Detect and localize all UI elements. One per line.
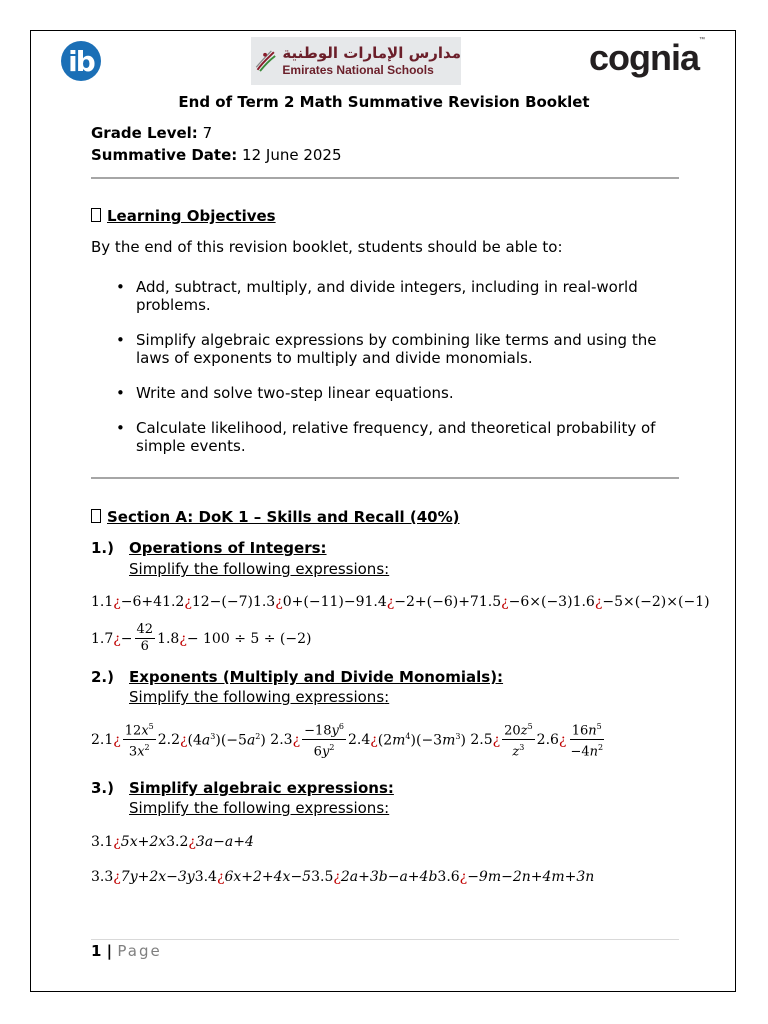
expression: −2+(−6)+7 (394, 594, 479, 610)
ens-arabic-name: مدارس الإمارات الوطنية (282, 44, 461, 62)
symbol: ¿ (113, 594, 121, 610)
cognia-logo (589, 37, 704, 79)
question-2-instruction: Simplify the following expressions: (129, 688, 390, 706)
symbol: ¿ (184, 594, 192, 610)
page-footer: 1 | Page (91, 942, 162, 960)
objectives-list (91, 278, 671, 472)
symbol: ¿ (113, 869, 121, 885)
symbol: ¿ (275, 594, 283, 610)
document-title: End of Term 2 Math Summative Revision Booklet (178, 93, 590, 111)
list-item: • Simplify algebraic expressions by combining like terms and using the laws of exponents to multiply and divide monomials. (91, 331, 671, 367)
ib-logo: ib (61, 41, 101, 81)
q1-expressions-line-2: 1.7 ¿ − $\frac{42}{6}$ 1.8 ¿ − 100 ÷ 5 ÷ (−2) (91, 622, 312, 654)
symbol: ¿ (501, 594, 509, 610)
question-1-heading: 1.) Operations of Integers: (91, 539, 327, 557)
expression: −9m−2n+4m+3n (467, 869, 595, 885)
objectives-intro: By the end of this revision booklet, students should be able to: (91, 238, 563, 256)
question-3-heading: 3.) Simplify algebraic expressions: (91, 779, 394, 797)
date-label: Summative Date: (91, 146, 238, 164)
section-a-heading: Section A: DoK 1 – Skills and Recall (40%) (91, 508, 459, 526)
expression: 12−(−7) (191, 594, 253, 610)
item-label: 3.3 (91, 869, 114, 885)
item-label: 1.6 (572, 594, 595, 610)
ens-english-name: Emirates National Schools (282, 63, 434, 77)
expression: −5×(−2)×(−1) (602, 594, 710, 610)
q2-expressions-line: 2.1 ¿ $\frac{12x^5}{3x^2}$ 2.2 ¿ $(4a^3)(-5a^2)$ 2.3 ¿ $\frac{-18y^6}{6y^2}$ 2.4 ¿ $(2m^4)(-3m^3)$ 2.5 ¿ $\frac{20z^5}{z^3}$ 2.6 ¿ $\frac{16n^5}{-4n^2}$ (91, 719, 607, 761)
divider (91, 477, 679, 479)
symbol: ¿ (333, 869, 341, 885)
item-label: 3.5 (311, 869, 334, 885)
fraction: $\frac{20z^5}{z^3}$ (502, 719, 535, 761)
item-label: 1.1 (91, 594, 114, 610)
question-2-heading: 2.) Exponents (Multiply and Divide Monomials): (91, 668, 504, 686)
q3-expressions-line-2 (91, 869, 594, 885)
symbol: ¿ (216, 869, 225, 885)
list-item: • Calculate likelihood, relative frequency, and theoretical probability of simple events. (91, 419, 671, 455)
symbol: ¿ (594, 594, 603, 610)
symbol: ¿ (459, 869, 468, 885)
item-label: 1.4 (364, 594, 387, 610)
fraction: $\frac{-18y^6}{6y^2}$ (302, 719, 346, 761)
fraction: $\frac{42}{6}$ (136, 622, 154, 654)
fraction: $\frac{16n^5}{-4n^2}$ (568, 719, 605, 761)
q3-expressions-line-1: 3.1 ¿ 5x+2x 3.2 ¿ 3a−a+4 (91, 834, 254, 850)
item-label: 1.2 (162, 594, 185, 610)
symbol: ¿ (386, 594, 395, 610)
missing-glyph-icon (91, 208, 101, 222)
list-item: • Write and solve two-step linear equations. (91, 384, 671, 402)
list-item: • Add, subtract, multiply, and divide integers, including in real-world problems. (91, 278, 671, 314)
item-label: 3.4 (194, 869, 217, 885)
item-label: 3.6 (437, 869, 460, 885)
page-number: 1 (91, 942, 102, 960)
expression: 2a+3b−a+4b (340, 869, 438, 885)
cognia-wordmark: cognia (589, 37, 700, 78)
q1-expressions-line-1 (91, 594, 710, 610)
expression: 0+(−11)−9 (282, 594, 365, 610)
cognia-tm: ™ (699, 37, 705, 43)
grade-level (91, 124, 212, 142)
expression: 7y+2x−3y (120, 869, 195, 885)
item-label: 1.5 (478, 594, 502, 610)
fraction: $\frac{12x^5}{3x^2}$ (123, 719, 156, 761)
footer-divider (91, 939, 679, 940)
date-value: 12 June 2025 (237, 146, 342, 164)
expression: −6+4 (120, 594, 163, 610)
question-1-instruction: Simplify the following expressions: (129, 560, 390, 578)
question-3-instruction: Simplify the following expressions: (129, 799, 390, 817)
missing-glyph-icon (91, 509, 101, 523)
summative-date (91, 146, 342, 164)
divider (91, 177, 679, 179)
grade-label: Grade Level: (91, 124, 198, 142)
objectives-heading: Learning Objectives (91, 207, 276, 225)
page-word: Page (117, 942, 162, 960)
ens-logo (251, 37, 461, 85)
expression: 6x+2+4x−5 (224, 869, 312, 885)
ens-swoosh-icon (255, 41, 276, 81)
grade-value: 7 (197, 124, 213, 142)
item-label: 1.3 (252, 594, 276, 610)
document-page (30, 30, 736, 992)
expression: −6×(−3) (508, 594, 573, 610)
